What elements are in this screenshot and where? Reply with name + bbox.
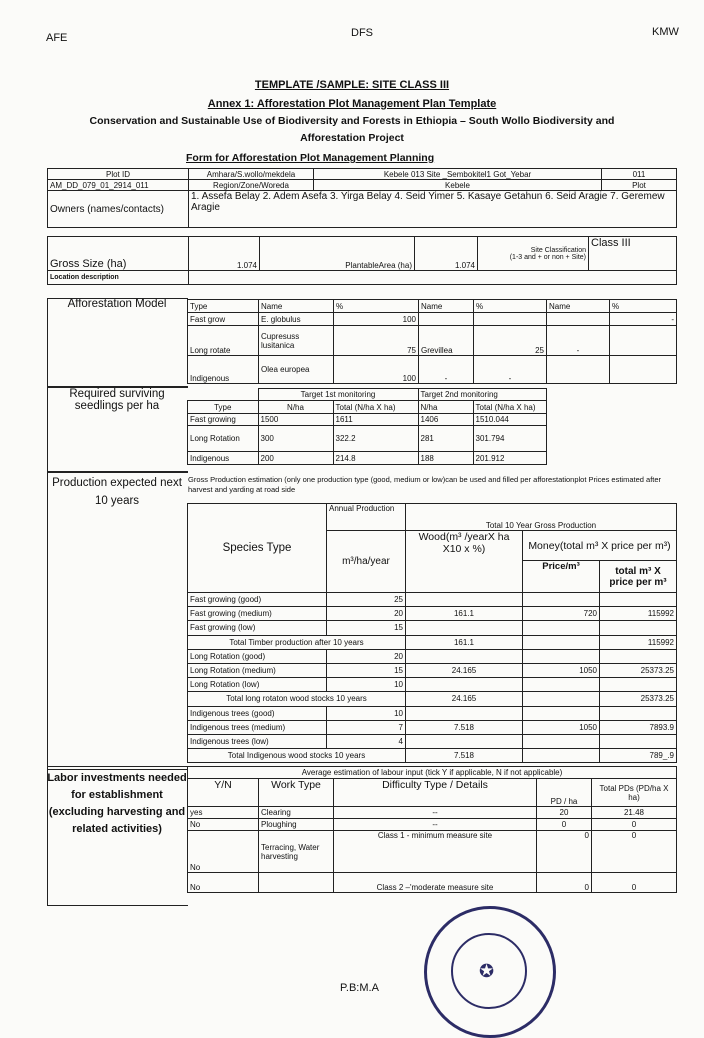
plot-id-value: AM_DD_079_01_2914_011 [48, 180, 189, 191]
production-row [188, 607, 677, 621]
production-note: Gross Production estimation (only one production type (good, medium or low)can be used and filled per afforestationplot Prices estimated after harvest and yarding at road side [188, 475, 662, 494]
seedlings-head: Total (N/ha X ha) [473, 401, 546, 414]
production-total-cell [600, 649, 677, 663]
labor-label: Labor investments needed for establishment (excluding harvesting and related activities) [47, 772, 187, 835]
labor-head: Difficulty Type / Details [334, 779, 537, 807]
production-table [187, 503, 677, 763]
project-title-line2: Afforestation Project [300, 132, 404, 144]
form-title: Form for Afforestation Plot Management Planning [186, 152, 435, 164]
plot-number-value: 011 [602, 169, 677, 180]
model-cell: Fast grow [188, 313, 259, 326]
model-cell: 25 [474, 326, 547, 356]
labor-cell: No [188, 831, 259, 873]
labor-label-box [47, 766, 188, 906]
model-head: Name [259, 300, 334, 313]
production-name-cell: Fast growing (low) [188, 621, 327, 635]
production-wood-cell: 7.518 [406, 749, 523, 763]
seedlings-cell: Long Rotation [188, 426, 259, 452]
seedlings-head: Total (N/ha X ha) [333, 401, 418, 414]
labor-table [187, 766, 677, 893]
model-cell: - [547, 326, 610, 356]
production-total-cell [600, 621, 677, 635]
plantable-area-label: PlantableArea (ha) [260, 237, 415, 271]
owners-value: 1. Assefa Belay 2. Adem Asefa 3. Yirga Belay 4. Seid Yimer 5. Kasaye Getahun 6. Seid Aragie 7. Geremew Aragie [189, 191, 677, 228]
model-cell [419, 313, 474, 326]
production-wood-cell [406, 621, 523, 635]
plantable-area-value: 1.074 [415, 237, 478, 271]
seedlings-label-box [47, 386, 188, 473]
production-row [188, 706, 677, 720]
model-head: % [474, 300, 547, 313]
model-cell: 100 [334, 356, 419, 384]
seedlings-cell: 300 [258, 426, 333, 452]
seedlings-cell: 1510.044 [473, 414, 546, 426]
production-name-cell: Long Rotation (good) [188, 649, 327, 663]
seedlings-cell: 200 [258, 452, 333, 465]
project-title-line1: Conservation and Sustainable Use of Biodiversity and Forests in Ethiopia – South Wollo Biodiversity and [89, 115, 615, 127]
site-class-label-cell [478, 237, 589, 271]
production-wood-cell [406, 734, 523, 748]
production-price-cell [523, 635, 600, 649]
total-10yr-head: Total 10 Year Gross Production [406, 504, 677, 531]
production-annual-cell: 10 [327, 706, 406, 720]
model-cell: Long rotate [188, 326, 259, 356]
annex-title: Annex 1: Afforestation Plot Management Plan Template [207, 98, 497, 110]
production-total-cell [600, 593, 677, 607]
seedlings-cell: 1500 [258, 414, 333, 426]
labor-cell: Class 2 –'moderate measure site [334, 873, 537, 893]
production-row [188, 649, 677, 663]
site-class-sub: (1-3 and + or non + Site) [509, 253, 586, 261]
model-cell: 75 [334, 326, 419, 356]
model-cell: - [474, 356, 547, 384]
production-wood-cell: 24.165 [406, 663, 523, 677]
seedlings-cell: 322.2 [333, 426, 418, 452]
production-name-cell: Fast growing (medium) [188, 607, 327, 621]
production-row [188, 621, 677, 635]
production-row [188, 678, 677, 692]
seedlings-cell: 1611 [333, 414, 418, 426]
production-price-cell [523, 649, 600, 663]
wood-head: Wood(m³ /yearX ha X10 x %) [406, 531, 523, 593]
production-label-box [47, 471, 188, 770]
seedlings-head: Type [188, 401, 259, 414]
model-head: % [610, 300, 677, 313]
production-annual-cell: 20 [327, 607, 406, 621]
seedlings-head: N/ha [258, 401, 333, 414]
afforestation-model-table [187, 299, 677, 384]
site-class-label: Site Classification [530, 246, 586, 254]
production-wood-cell [406, 706, 523, 720]
model-cell: Cupresuss lusitanica [259, 326, 334, 356]
production-row [188, 734, 677, 748]
production-name-cell: Total Timber production after 10 years [188, 635, 406, 649]
labor-cell: 0 [592, 831, 677, 873]
production-total-cell: 7893.9 [600, 720, 677, 734]
corner-mark-right: KMW [652, 26, 679, 38]
labor-cell: Class 1 - minimum measure site [334, 831, 537, 873]
region-label: Region/Zone/Woreda [189, 180, 314, 191]
production-annual-cell: 15 [327, 663, 406, 677]
model-cell [474, 313, 547, 326]
production-annual-cell: 4 [327, 734, 406, 748]
site-class-value: Class III [589, 237, 677, 271]
labor-cell: -- [334, 807, 537, 819]
production-total-cell [600, 734, 677, 748]
afforestation-model-label: Afforestation Model [67, 298, 167, 310]
production-annual-cell: 25 [327, 593, 406, 607]
labor-cell: -- [334, 819, 537, 831]
template-title: TEMPLATE /SAMPLE: SITE CLASS III [254, 79, 450, 91]
production-row [188, 749, 677, 763]
production-wood-cell [406, 678, 523, 692]
annual-production-head: Annual Production [327, 504, 406, 531]
location-value: Amhara/S.wollo/mekdela [189, 169, 314, 180]
labor-head: Work Type [259, 779, 334, 807]
production-row [188, 663, 677, 677]
labor-cell: yes [188, 807, 259, 819]
production-row [188, 593, 677, 607]
seedlings-label: Required surviving seedlings per ha [69, 388, 165, 412]
total-price-head: total m³ X price per m³ [600, 561, 677, 593]
seedlings-cell: 188 [418, 452, 473, 465]
plot-id-table [47, 168, 677, 228]
production-label: Production expected next 10 years [52, 477, 182, 507]
location-description-value [189, 271, 677, 285]
seedlings-head: N/ha [418, 401, 473, 414]
plot-id-label: Plot ID [48, 169, 189, 180]
production-annual-cell: 10 [327, 678, 406, 692]
model-head: % [334, 300, 419, 313]
model-cell [610, 356, 677, 384]
production-price-cell [523, 621, 600, 635]
production-wood-cell: 7.518 [406, 720, 523, 734]
model-cell: Olea europea [259, 356, 334, 384]
labor-head: Y/N [188, 779, 259, 807]
production-wood-cell: 24.165 [406, 692, 523, 706]
labor-cell: No [188, 873, 259, 893]
corner-mark-left: AFE [46, 32, 68, 44]
gross-size-table [47, 236, 677, 285]
production-name-cell: Long Rotation (low) [188, 678, 327, 692]
species-type-head: Species Type [188, 504, 327, 593]
production-price-cell [523, 692, 600, 706]
seedlings-cell: Fast growing [188, 414, 259, 426]
production-total-cell: 115992 [600, 607, 677, 621]
footer-text: P.B:M.A [340, 982, 379, 994]
kebele-site-value: Kebele 013 Site _Sembokitel1 Got_Yebar [314, 169, 602, 180]
labor-cell: 21.48 [592, 807, 677, 819]
labor-cell: 0 [592, 819, 677, 831]
labor-average-note: Average estimation of labour input (tick Y if applicable, N if not applicable) [188, 767, 677, 779]
seedlings-cell: 1406 [418, 414, 473, 426]
annual-unit-head: m³/ha/year [327, 531, 406, 593]
gross-size-value: 1.074 [189, 237, 260, 271]
target-1-head: Target 1st monitoring [258, 389, 418, 401]
production-row [188, 720, 677, 734]
production-price-cell [523, 593, 600, 607]
location-description-label: Location description [48, 271, 189, 285]
production-price-cell [523, 734, 600, 748]
seedlings-cell: Indigenous [188, 452, 259, 465]
production-wood-cell: 161.1 [406, 607, 523, 621]
model-cell: 100 [334, 313, 419, 326]
production-name-cell: Indigenous trees (medium) [188, 720, 327, 734]
model-cell [547, 313, 610, 326]
labor-cell [259, 873, 334, 893]
stamp-emblem-icon: ✪ [479, 961, 495, 981]
labor-cell: 20 [537, 807, 592, 819]
production-name-cell: Total long rotaton wood stocks 10 years [188, 692, 406, 706]
gross-size-label: Gross Size (ha) [48, 237, 189, 271]
labor-cell: 0 [592, 873, 677, 893]
production-total-cell: 789_.9 [600, 749, 677, 763]
seedlings-cell: 214.8 [333, 452, 418, 465]
seedlings-cell: 281 [418, 426, 473, 452]
model-cell: - [610, 313, 677, 326]
production-name-cell: Fast growing (good) [188, 593, 327, 607]
target-2-head: Target 2nd monitoring [418, 389, 546, 401]
production-name-cell: Indigenous trees (low) [188, 734, 327, 748]
production-name-cell: Total Indigenous wood stocks 10 years [188, 749, 406, 763]
labor-cell: 0 [537, 819, 592, 831]
official-stamp [424, 906, 556, 1038]
labor-head: PD / ha [537, 779, 592, 807]
production-price-cell: 720 [523, 607, 600, 621]
seedlings-cell: 301.794 [473, 426, 546, 452]
price-head: Price/m³ [523, 561, 600, 593]
production-total-cell: 25373.25 [600, 663, 677, 677]
production-row [188, 692, 677, 706]
seedlings-pad [546, 389, 677, 465]
labor-cell: Ploughing [259, 819, 334, 831]
plot-label: Plot [602, 180, 677, 191]
model-head: Name [547, 300, 610, 313]
production-wood-cell: 161.1 [406, 635, 523, 649]
seedlings-cell: 201.912 [473, 452, 546, 465]
owners-label: Owners (names/contacts) [48, 191, 189, 228]
production-name-cell: Indigenous trees (good) [188, 706, 327, 720]
labor-cell: Terracing, Water harvesting [259, 831, 334, 873]
production-annual-cell: 20 [327, 649, 406, 663]
production-name-cell: Long Rotation (medium) [188, 663, 327, 677]
production-price-cell: 1050 [523, 663, 600, 677]
kebele-label: Kebele [314, 180, 602, 191]
production-row [188, 635, 677, 649]
production-wood-cell [406, 593, 523, 607]
seedlings-blank [188, 389, 259, 401]
production-price-cell [523, 706, 600, 720]
production-total-cell [600, 678, 677, 692]
model-cell: Indigenous [188, 356, 259, 384]
production-total-cell: 25373.25 [600, 692, 677, 706]
money-head: Money(total m³ X price per m³) [523, 531, 677, 561]
seedlings-table [187, 388, 677, 465]
production-price-cell: 1050 [523, 720, 600, 734]
model-cell: Grevillea [419, 326, 474, 356]
model-cell [547, 356, 610, 384]
model-head: Name [419, 300, 474, 313]
corner-mark-center: DFS [351, 27, 373, 39]
model-cell: - [419, 356, 474, 384]
model-label-box [47, 298, 188, 388]
labor-cell: 0 [537, 831, 592, 873]
labor-cell: 0 [537, 873, 592, 893]
production-total-cell [600, 706, 677, 720]
production-total-cell: 115992 [600, 635, 677, 649]
production-price-cell [523, 678, 600, 692]
labor-cell: Clearing [259, 807, 334, 819]
model-cell: E. globulus [259, 313, 334, 326]
labor-head: Total PDs (PD/ha X ha) [592, 779, 677, 807]
production-wood-cell [406, 649, 523, 663]
production-annual-cell: 15 [327, 621, 406, 635]
production-price-cell [523, 749, 600, 763]
labor-cell: No [188, 819, 259, 831]
production-annual-cell: 7 [327, 720, 406, 734]
model-head: Type [188, 300, 259, 313]
model-cell [610, 326, 677, 356]
